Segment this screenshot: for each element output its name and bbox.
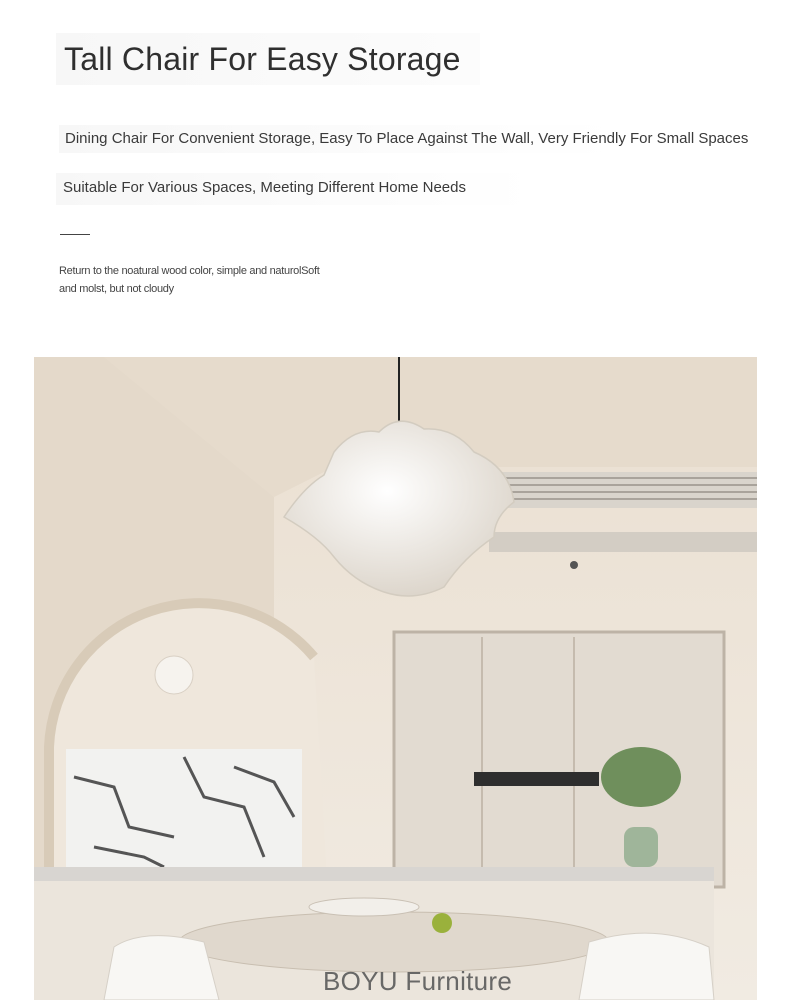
description-line-2-text: Suitable For Various Spaces, Meeting Different Home Needs bbox=[63, 179, 466, 196]
lower-vent bbox=[489, 532, 757, 552]
island-countertop bbox=[34, 867, 714, 881]
wall-sconce bbox=[155, 656, 193, 694]
description-line-1-text: Dining Chair For Convenient Storage, Easy To Place Against The Wall, Very Friendly For Small Spaces bbox=[65, 130, 749, 147]
glass-partition bbox=[394, 632, 724, 887]
fruit-bowl bbox=[309, 898, 419, 916]
page-title: Tall Chair For Easy Storage bbox=[56, 33, 480, 85]
lime bbox=[432, 913, 452, 933]
range-hood bbox=[474, 772, 599, 786]
marble-backsplash bbox=[66, 749, 302, 869]
description-line-2 bbox=[56, 173, 536, 205]
dining-table bbox=[179, 912, 609, 972]
interior-photo-illustration bbox=[34, 357, 757, 1000]
small-caption-line-1: Return to the noatural wood color, simple and naturolSoft bbox=[59, 265, 320, 277]
ceiling-spotlight bbox=[570, 561, 578, 569]
vase bbox=[624, 827, 658, 867]
watermark: BOYU Furniture bbox=[323, 966, 513, 996]
description-line-1 bbox=[59, 125, 749, 153]
chair-left bbox=[104, 936, 219, 1000]
plant bbox=[601, 747, 681, 807]
small-caption bbox=[59, 262, 359, 298]
divider bbox=[60, 234, 90, 235]
small-caption-line-2: and molst, but not cloudy bbox=[59, 283, 174, 295]
chair-right bbox=[579, 933, 714, 1000]
interior-photo bbox=[34, 357, 757, 1000]
